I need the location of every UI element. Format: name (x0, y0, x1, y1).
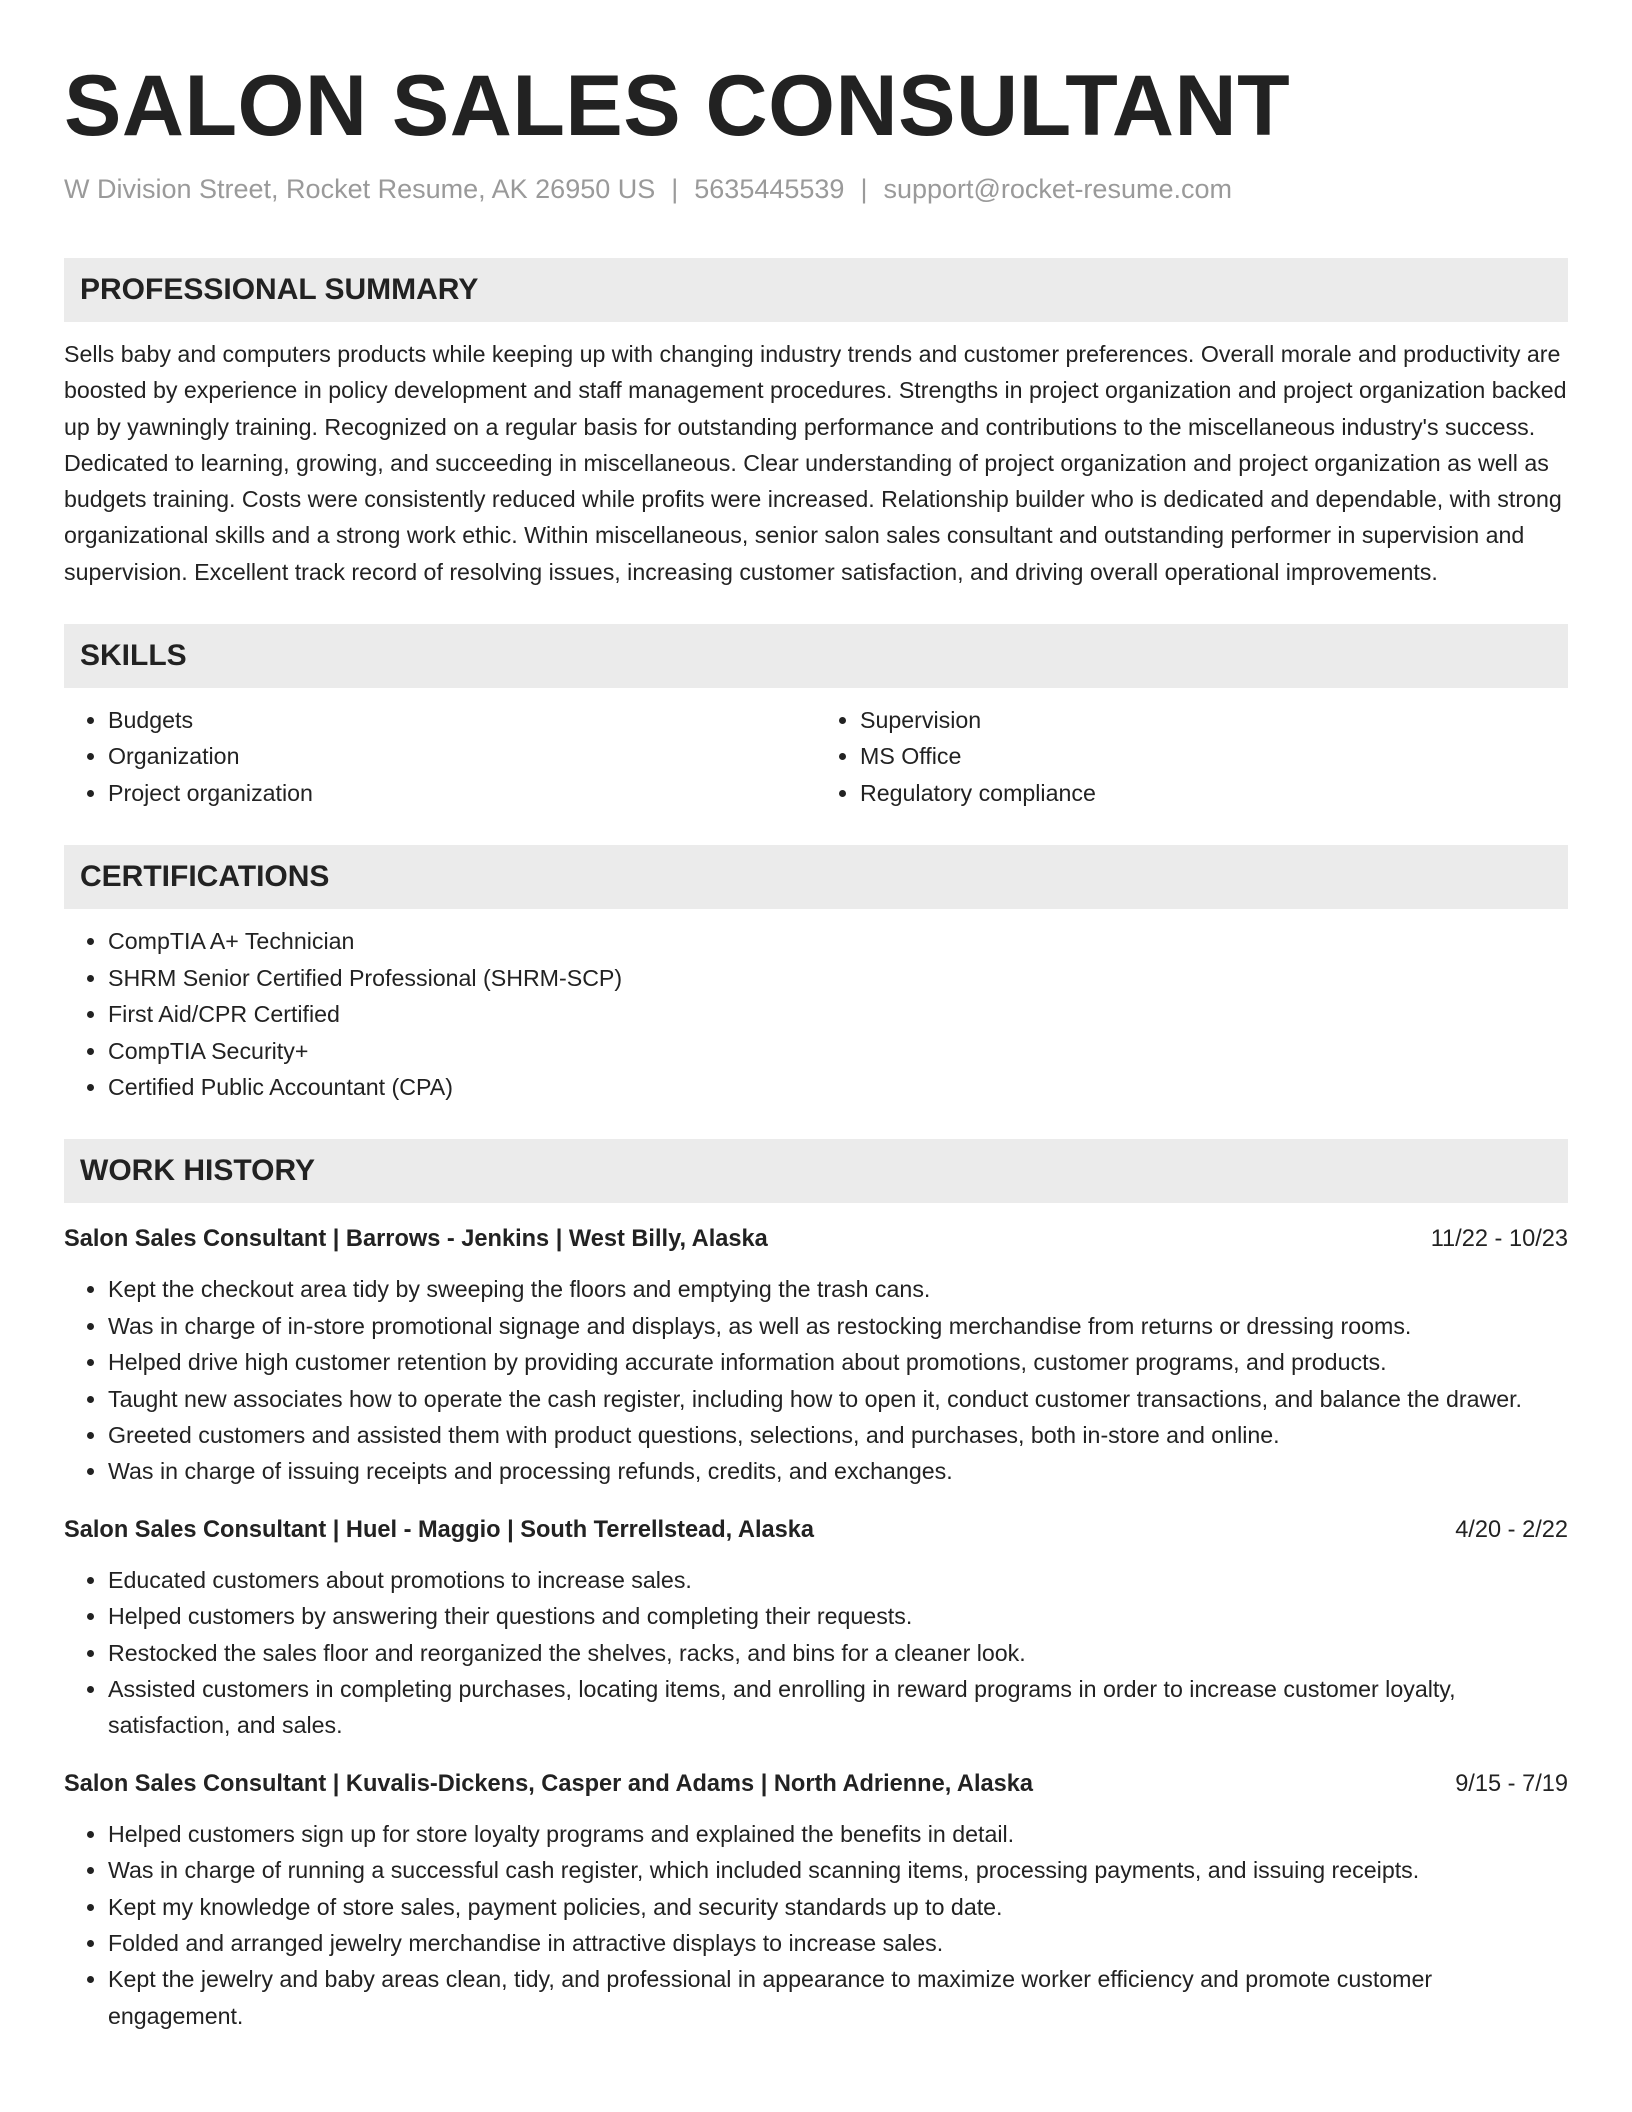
job-title: Salon Sales Consultant | Barrows - Jenkins | West Billy, Alaska (64, 1226, 768, 1253)
skill-item: • MS Office (860, 738, 1568, 774)
contact-separator: | (671, 174, 679, 204)
job-entry (64, 1512, 1568, 1744)
skill-item: • Budgets (108, 702, 816, 738)
section-header-summary: PROFESSIONAL SUMMARY (64, 258, 1568, 322)
job-dates: 4/20 - 2/22 (1455, 1516, 1568, 1543)
job-bullet: • Kept my knowledge of store sales, payment policies, and security standards up to date. (108, 1889, 1568, 1925)
job-bullet: • Assisted customers in completing purchases, locating items, and enrolling in reward programs in order to increase customer loyalty, satisfaction, and sales. (108, 1671, 1568, 1744)
job-title: Salon Sales Consultant | Huel - Maggio | South Terrellstead, Alaska (64, 1516, 814, 1543)
job-bullets (64, 1271, 1568, 1489)
job-header (64, 1512, 1568, 1548)
job-bullet: • Taught new associates how to operate the cash register, including how to open it, conduct customer transactions, and balance the drawer. (108, 1381, 1568, 1417)
job-bullet: • Helped drive high customer retention by providing accurate information about promotions, customer programs, and products. (108, 1344, 1568, 1380)
section-header-skills: SKILLS (64, 624, 1568, 688)
job-title: Salon Sales Consultant | Kuvalis-Dickens, Casper and Adams | North Adrienne, Alaska (64, 1770, 1034, 1797)
job-bullets (64, 1816, 1568, 2034)
job-header (64, 1221, 1568, 1257)
job-bullet: • Was in charge of running a successful cash register, which included scanning items, processing payments, and issuing receipts. (108, 1852, 1568, 1888)
contact-line (64, 172, 1568, 206)
section-header-certifications: CERTIFICATIONS (64, 845, 1568, 909)
skill-item: • Supervision (860, 702, 1568, 738)
contact-phone: 5635445539 (694, 174, 845, 204)
certification-item: • CompTIA A+ Technician (108, 923, 1568, 959)
candidate-name: SALON SALES CONSULTANT (64, 58, 1291, 154)
job-bullet: • Was in charge of issuing receipts and processing refunds, credits, and exchanges. (108, 1453, 1568, 1489)
job-bullets (64, 1562, 1568, 1744)
contact-email: support@rocket-resume.com (883, 174, 1232, 204)
certification-item: • SHRM Senior Certified Professional (SHRM-SCP) (108, 960, 1568, 996)
job-bullet: • Educated customers about promotions to increase sales. (108, 1562, 1568, 1598)
job-bullet: • Kept the jewelry and baby areas clean, tidy, and professional in appearance to maximize worker efficiency and promote customer engagement. (108, 1961, 1568, 2034)
job-bullet: • Kept the checkout area tidy by sweeping the floors and emptying the trash cans. (108, 1271, 1568, 1307)
skill-item: • Project organization (108, 775, 816, 811)
certification-item: • CompTIA Security+ (108, 1033, 1568, 1069)
skills-list (64, 702, 1568, 811)
certification-item: • Certified Public Accountant (CPA) (108, 1069, 1568, 1105)
contact-address: W Division Street, Rocket Resume, AK 26950 US (64, 174, 656, 204)
job-bullet: • Restocked the sales floor and reorganized the shelves, racks, and bins for a cleaner look. (108, 1635, 1568, 1671)
job-dates: 9/15 - 7/19 (1455, 1770, 1568, 1797)
skills-column-right (816, 702, 1568, 811)
skill-item: • Organization (108, 738, 816, 774)
resume-page (64, 0, 1568, 2034)
job-dates: 11/22 - 10/23 (1430, 1226, 1568, 1253)
job-bullet: • Helped customers by answering their questions and completing their requests. (108, 1598, 1568, 1634)
job-entry (64, 1766, 1568, 2034)
certifications-list (64, 923, 1568, 1105)
summary-text: Sells baby and computers products while keeping up with changing industry trends and customer preferences. Overall morale and productivity are boosted by experience in policy development and staff management procedures. Strengths in project organization and project organization backed up by yawningly training. Recognized on a regular basis for outstanding performance and contributions to the miscellaneous industry's success. Dedicated to learning, growing, and succeeding in miscellaneous. Clear understanding of project organization and project organization as well as budgets training. Costs were consistently reduced while profits were increased. Relationship builder who is dedicated and dependable, with strong organizational skills and a strong work ethic. Within miscellaneous, senior salon sales consultant and outstanding performer in supervision and supervision. Excellent track record of resolving issues, increasing customer satisfaction, and driving overall operational improvements. (64, 341, 1567, 585)
contact-separator: | (860, 174, 868, 204)
job-bullet: • Folded and arranged jewelry merchandise in attractive displays to increase sales. (108, 1925, 1568, 1961)
skill-item: • Regulatory compliance (860, 775, 1568, 811)
section-header-work-history: WORK HISTORY (64, 1139, 1568, 1203)
skills-column-left (64, 702, 816, 811)
job-entry (64, 1221, 1568, 1489)
job-header (64, 1766, 1568, 1802)
job-bullet: • Helped customers sign up for store loyalty programs and explained the benefits in detail. (108, 1816, 1568, 1852)
job-bullet: • Greeted customers and assisted them with product questions, selections, and purchases, both in-store and online. (108, 1417, 1568, 1453)
job-bullet: • Was in charge of in-store promotional signage and displays, as well as restocking merchandise from returns or dressing rooms. (108, 1308, 1568, 1344)
certification-item: • First Aid/CPR Certified (108, 996, 1568, 1032)
